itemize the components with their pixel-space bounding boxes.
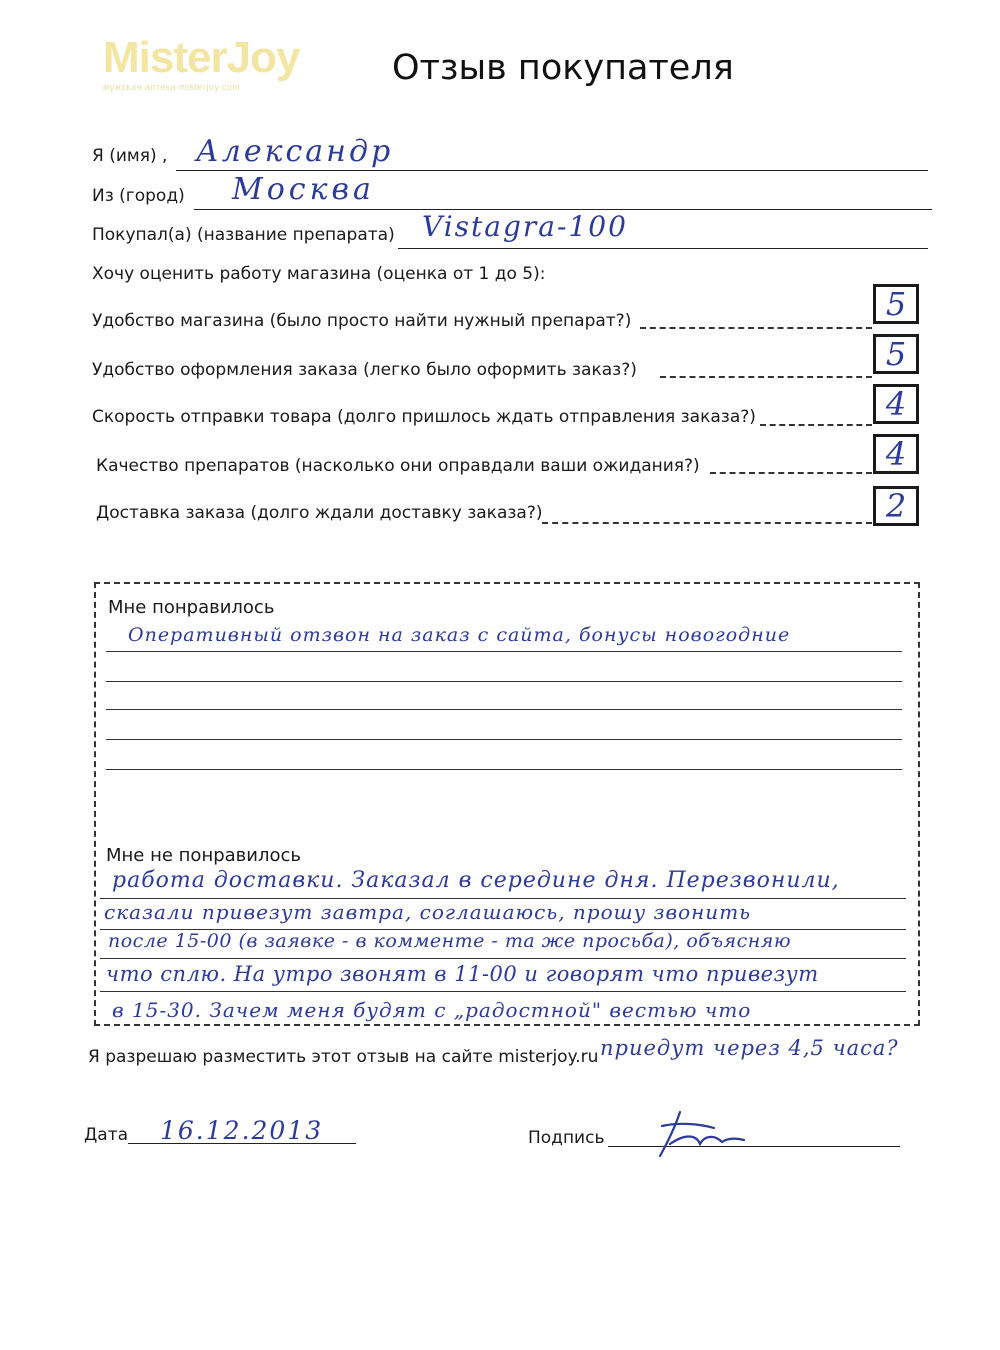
rating-label-product-quality: Качество препаратов (насколько они оправдали ваши ожидания?)	[96, 456, 700, 476]
score-box-product-quality	[873, 434, 919, 474]
score-box-dispatch-speed	[873, 384, 919, 424]
disliked-text-line: работа доставки. Заказал в середине дня. Перезвонили,	[112, 868, 840, 893]
disliked-text-line: в 15-30. Зачем меня будят с „радостной" вестью что	[112, 998, 752, 1022]
name-underline	[176, 170, 928, 171]
rating-intro: Хочу оценить работу магазина (оценка от 1 до 5):	[92, 264, 546, 284]
rating-leader	[710, 472, 872, 474]
disliked-text-line: сказали привезут завтра, соглашаюсь, прошу звонить	[104, 900, 752, 924]
product-underline	[398, 248, 928, 249]
rating-leader	[640, 327, 872, 329]
consent-text: Я разрешаю разместить этот отзыв на сайте misterjoy.ru	[88, 1047, 599, 1067]
rating-label-dispatch-speed: Скорость отправки товара (долго пришлось ждать отправления заказа?)	[92, 407, 756, 427]
score-box-delivery	[873, 486, 919, 526]
logo	[103, 33, 303, 100]
logo-brand: MisterJoy	[103, 33, 300, 82]
product-label: Покупал(а) (название препарата)	[92, 225, 395, 245]
date-label: Дата	[84, 1125, 129, 1145]
signature-label: Подпись	[528, 1128, 605, 1148]
disliked-text-line: после 15-00 (в заявке - в комменте - та же просьба), объясняю	[108, 930, 792, 952]
score-box-checkout-convenience	[873, 334, 919, 374]
disliked-heading: Мне не понравилось	[106, 845, 301, 866]
rating-leader	[542, 522, 872, 524]
liked-rule	[106, 769, 902, 770]
rating-label-shop-convenience: Удобство магазина (было просто найти нужный препарат?)	[92, 311, 632, 331]
score-value: 5	[885, 285, 907, 323]
city-value: Москва	[232, 172, 375, 207]
logo-tagline: мужская аптека misterjoy.com	[103, 82, 241, 92]
date-value: 16.12.2013	[160, 1116, 324, 1145]
score-value: 5	[885, 335, 907, 373]
name-value: Александр	[196, 134, 394, 169]
disliked-rule	[100, 991, 906, 992]
liked-rule	[106, 739, 902, 740]
signature-mark	[640, 1104, 750, 1164]
rating-label-checkout-convenience: Удобство оформления заказа (легко было оформить заказ?)	[92, 360, 637, 380]
score-value: 4	[885, 385, 907, 423]
liked-text-line: Оперативный отзвон на заказ с сайта, бонусы новогодние	[128, 624, 791, 646]
disliked-text-line: приедут через 4,5 часа?	[600, 1036, 899, 1060]
score-box-shop-convenience	[873, 284, 919, 324]
disliked-rule	[100, 898, 906, 899]
rating-leader	[760, 424, 872, 426]
city-label: Из (город)	[92, 186, 185, 206]
page-title: Отзыв покупателя	[392, 48, 734, 88]
rating-label-delivery: Доставка заказа (долго ждали доставку заказа?)	[96, 503, 543, 523]
liked-rule	[106, 681, 902, 682]
disliked-rule	[100, 958, 906, 959]
score-value: 4	[885, 435, 907, 473]
name-label: Я (имя) ,	[92, 146, 168, 166]
liked-rule	[106, 709, 902, 710]
score-value: 2	[885, 487, 907, 525]
liked-heading: Мне понравилось	[108, 597, 275, 618]
comments-frame	[94, 582, 920, 1026]
product-value: Vistagra-100	[422, 210, 628, 243]
rating-leader	[660, 376, 872, 378]
disliked-text-line: что сплю. На утро звонят в 11-00 и говорят что привезут	[106, 962, 819, 986]
liked-rule	[106, 651, 902, 652]
